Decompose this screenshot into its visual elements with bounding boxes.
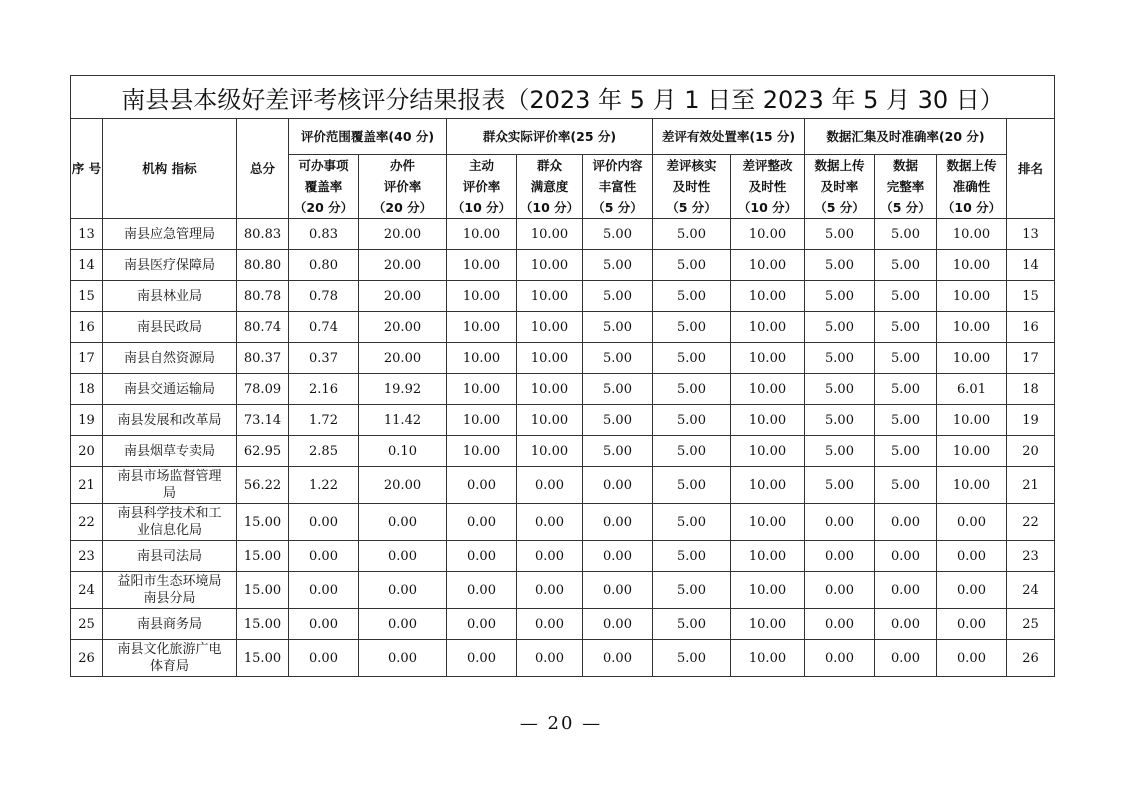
score-cell: 2.16 bbox=[289, 374, 359, 405]
total-cell: 80.74 bbox=[237, 312, 289, 343]
org-name-cell: 南县科学技术和工 业信息化局 bbox=[103, 504, 237, 541]
score-cell: 10.00 bbox=[517, 312, 583, 343]
score-cell: 0.00 bbox=[517, 541, 583, 572]
score-cell: 0.00 bbox=[583, 467, 653, 504]
table-row bbox=[71, 541, 1055, 572]
rank-cell: 19 bbox=[1007, 405, 1055, 436]
org-name-cell: 南县自然资源局 bbox=[103, 343, 237, 374]
score-cell: 5.00 bbox=[805, 374, 875, 405]
rank-cell: 14 bbox=[1007, 250, 1055, 281]
score-cell: 5.00 bbox=[583, 281, 653, 312]
score-cell: 0.00 bbox=[805, 541, 875, 572]
score-cell: 0.00 bbox=[517, 467, 583, 504]
score-cell: 10.00 bbox=[731, 312, 805, 343]
report-title: 南县县本级好差评考核评分结果报表（2023 年 5 月 1 日至 2023 年 5 月 30 日） bbox=[71, 76, 1055, 119]
score-cell: 5.00 bbox=[875, 343, 937, 374]
score-cell: 10.00 bbox=[447, 436, 517, 467]
score-cell: 10.00 bbox=[447, 312, 517, 343]
score-cell: 20.00 bbox=[359, 312, 447, 343]
score-cell: 0.00 bbox=[289, 640, 359, 677]
score-cell: 5.00 bbox=[583, 374, 653, 405]
score-cell: 0.00 bbox=[583, 541, 653, 572]
org-name-cell: 南县烟草专卖局 bbox=[103, 436, 237, 467]
score-cell: 5.00 bbox=[653, 343, 731, 374]
score-cell: 0.00 bbox=[359, 541, 447, 572]
score-cell: 5.00 bbox=[583, 436, 653, 467]
score-cell: 0.00 bbox=[805, 504, 875, 541]
score-cell: 0.00 bbox=[805, 609, 875, 640]
score-cell: 0.00 bbox=[359, 609, 447, 640]
rank-cell: 17 bbox=[1007, 343, 1055, 374]
score-cell: 0.00 bbox=[517, 640, 583, 677]
org-name-cell: 南县民政局 bbox=[103, 312, 237, 343]
score-cell: 10.00 bbox=[731, 504, 805, 541]
org-name-cell: 南县交通运输局 bbox=[103, 374, 237, 405]
score-cell: 0.00 bbox=[289, 504, 359, 541]
rank-cell: 25 bbox=[1007, 609, 1055, 640]
total-cell: 73.14 bbox=[237, 405, 289, 436]
score-cell: 10.00 bbox=[447, 250, 517, 281]
score-cell: 0.37 bbox=[289, 343, 359, 374]
score-cell: 10.00 bbox=[937, 281, 1007, 312]
header-group-coverage: 评价范围覆盖率(40 分) bbox=[289, 119, 447, 155]
seq-cell: 16 bbox=[71, 312, 103, 343]
sub-header-5: 差评核实 及时性 （5 分） bbox=[653, 155, 731, 219]
score-cell: 0.00 bbox=[517, 609, 583, 640]
org-name-cell: 南县医疗保障局 bbox=[103, 250, 237, 281]
sub-header-7: 数据上传 及时率 （5 分） bbox=[805, 155, 875, 219]
score-cell: 0.00 bbox=[447, 640, 517, 677]
score-cell: 5.00 bbox=[805, 405, 875, 436]
score-cell: 10.00 bbox=[731, 467, 805, 504]
table-row bbox=[71, 374, 1055, 405]
score-cell: 0.00 bbox=[937, 541, 1007, 572]
score-cell: 5.00 bbox=[653, 504, 731, 541]
score-cell: 5.00 bbox=[805, 467, 875, 504]
score-cell: 5.00 bbox=[805, 250, 875, 281]
table-row bbox=[71, 504, 1055, 541]
score-cell: 5.00 bbox=[653, 609, 731, 640]
score-cell: 5.00 bbox=[875, 219, 937, 250]
score-cell: 0.00 bbox=[875, 609, 937, 640]
total-cell: 80.78 bbox=[237, 281, 289, 312]
table-row bbox=[71, 436, 1055, 467]
score-cell: 10.00 bbox=[731, 640, 805, 677]
score-cell: 0.83 bbox=[289, 219, 359, 250]
score-cell: 5.00 bbox=[653, 405, 731, 436]
score-cell: 10.00 bbox=[517, 436, 583, 467]
page-number: — 20 — bbox=[519, 713, 603, 734]
score-cell: 0.00 bbox=[289, 572, 359, 609]
score-cell: 0.00 bbox=[937, 609, 1007, 640]
score-cell: 5.00 bbox=[875, 374, 937, 405]
score-cell: 5.00 bbox=[583, 219, 653, 250]
sub-header-1: 办件 评价率 （20 分） bbox=[359, 155, 447, 219]
score-cell: 0.00 bbox=[359, 640, 447, 677]
score-cell: 10.00 bbox=[937, 219, 1007, 250]
seq-cell: 25 bbox=[71, 609, 103, 640]
score-cell: 0.00 bbox=[805, 572, 875, 609]
seq-cell: 20 bbox=[71, 436, 103, 467]
sub-header-4: 评价内容 丰富性 （5 分） bbox=[583, 155, 653, 219]
total-cell: 56.22 bbox=[237, 467, 289, 504]
rank-cell: 18 bbox=[1007, 374, 1055, 405]
score-cell: 0.00 bbox=[447, 572, 517, 609]
score-cell: 10.00 bbox=[937, 405, 1007, 436]
rank-cell: 23 bbox=[1007, 541, 1055, 572]
score-cell: 20.00 bbox=[359, 219, 447, 250]
score-cell: 10.00 bbox=[447, 281, 517, 312]
score-cell: 2.85 bbox=[289, 436, 359, 467]
score-cell: 0.00 bbox=[875, 572, 937, 609]
seq-cell: 17 bbox=[71, 343, 103, 374]
score-cell: 0.00 bbox=[289, 609, 359, 640]
sub-header-0: 可办事项 覆盖率 （20 分） bbox=[289, 155, 359, 219]
score-cell: 20.00 bbox=[359, 467, 447, 504]
score-cell: 10.00 bbox=[447, 405, 517, 436]
table-row bbox=[71, 467, 1055, 504]
score-cell: 10.00 bbox=[517, 250, 583, 281]
seq-cell: 21 bbox=[71, 467, 103, 504]
score-cell: 5.00 bbox=[875, 312, 937, 343]
score-cell: 0.00 bbox=[517, 572, 583, 609]
score-cell: 0.00 bbox=[937, 572, 1007, 609]
table-row bbox=[71, 219, 1055, 250]
seq-cell: 22 bbox=[71, 504, 103, 541]
score-cell: 5.00 bbox=[653, 281, 731, 312]
score-cell: 0.74 bbox=[289, 312, 359, 343]
score-cell: 5.00 bbox=[805, 312, 875, 343]
score-cell: 19.92 bbox=[359, 374, 447, 405]
score-cell: 0.10 bbox=[359, 436, 447, 467]
rank-cell: 13 bbox=[1007, 219, 1055, 250]
table-row bbox=[71, 343, 1055, 374]
header-group-evaluation: 群众实际评价率(25 分) bbox=[447, 119, 653, 155]
score-cell: 5.00 bbox=[583, 312, 653, 343]
header-rank: 排名 bbox=[1007, 119, 1055, 219]
org-name-cell: 南县商务局 bbox=[103, 609, 237, 640]
seq-cell: 14 bbox=[71, 250, 103, 281]
score-cell: 5.00 bbox=[583, 405, 653, 436]
org-name-cell: 南县应急管理局 bbox=[103, 219, 237, 250]
rank-cell: 26 bbox=[1007, 640, 1055, 677]
score-cell: 5.00 bbox=[653, 374, 731, 405]
score-cell: 5.00 bbox=[805, 343, 875, 374]
score-cell: 10.00 bbox=[517, 281, 583, 312]
total-cell: 80.83 bbox=[237, 219, 289, 250]
score-cell: 10.00 bbox=[447, 343, 517, 374]
score-cell: 5.00 bbox=[653, 640, 731, 677]
score-cell: 10.00 bbox=[731, 374, 805, 405]
score-cell: 0.00 bbox=[937, 504, 1007, 541]
score-cell: 6.01 bbox=[937, 374, 1007, 405]
score-cell: 5.00 bbox=[875, 281, 937, 312]
score-cell: 1.22 bbox=[289, 467, 359, 504]
seq-cell: 13 bbox=[71, 219, 103, 250]
sub-header-8: 数据 完整率 （5 分） bbox=[875, 155, 937, 219]
rank-cell: 24 bbox=[1007, 572, 1055, 609]
org-name-cell: 南县文化旅游广电 体育局 bbox=[103, 640, 237, 677]
total-cell: 78.09 bbox=[237, 374, 289, 405]
score-cell: 5.00 bbox=[653, 312, 731, 343]
score-cell: 5.00 bbox=[805, 436, 875, 467]
score-cell: 0.80 bbox=[289, 250, 359, 281]
total-cell: 15.00 bbox=[237, 504, 289, 541]
header-group-data: 数据汇集及时准确率(20 分) bbox=[805, 119, 1007, 155]
seq-cell: 19 bbox=[71, 405, 103, 436]
seq-cell: 15 bbox=[71, 281, 103, 312]
score-cell: 1.72 bbox=[289, 405, 359, 436]
score-cell: 0.00 bbox=[937, 640, 1007, 677]
total-cell: 80.80 bbox=[237, 250, 289, 281]
score-cell: 0.00 bbox=[875, 640, 937, 677]
score-cell: 10.00 bbox=[731, 541, 805, 572]
score-cell: 0.00 bbox=[447, 467, 517, 504]
table-row bbox=[71, 609, 1055, 640]
score-cell: 5.00 bbox=[583, 250, 653, 281]
score-cell: 20.00 bbox=[359, 281, 447, 312]
score-cell: 5.00 bbox=[653, 467, 731, 504]
score-cell: 10.00 bbox=[937, 436, 1007, 467]
score-cell: 10.00 bbox=[937, 343, 1007, 374]
score-cell: 10.00 bbox=[517, 219, 583, 250]
score-cell: 0.00 bbox=[447, 504, 517, 541]
org-name-cell: 南县市场监督管理 局 bbox=[103, 467, 237, 504]
score-cell: 0.78 bbox=[289, 281, 359, 312]
score-cell: 0.00 bbox=[583, 609, 653, 640]
score-cell: 10.00 bbox=[937, 467, 1007, 504]
org-name-cell: 南县林业局 bbox=[103, 281, 237, 312]
score-cell: 10.00 bbox=[731, 281, 805, 312]
table-row bbox=[71, 250, 1055, 281]
score-cell: 10.00 bbox=[731, 609, 805, 640]
score-cell: 10.00 bbox=[731, 219, 805, 250]
score-cell: 5.00 bbox=[875, 467, 937, 504]
header-seq: 序 号 bbox=[71, 119, 103, 219]
header-org: 机构 指标 bbox=[103, 119, 237, 219]
sub-header-9: 数据上传 准确性 （10 分） bbox=[937, 155, 1007, 219]
score-cell: 10.00 bbox=[447, 374, 517, 405]
score-cell: 0.00 bbox=[289, 541, 359, 572]
score-cell: 0.00 bbox=[583, 504, 653, 541]
score-cell: 5.00 bbox=[875, 436, 937, 467]
score-cell: 0.00 bbox=[583, 640, 653, 677]
score-report-table bbox=[70, 75, 1055, 677]
rank-cell: 21 bbox=[1007, 467, 1055, 504]
score-cell: 10.00 bbox=[731, 250, 805, 281]
score-cell: 0.00 bbox=[875, 541, 937, 572]
score-cell: 10.00 bbox=[517, 343, 583, 374]
score-cell: 20.00 bbox=[359, 343, 447, 374]
score-cell: 10.00 bbox=[731, 572, 805, 609]
rank-cell: 15 bbox=[1007, 281, 1055, 312]
sub-header-2: 主动 评价率 （10 分） bbox=[447, 155, 517, 219]
score-cell: 11.42 bbox=[359, 405, 447, 436]
table-body bbox=[71, 219, 1055, 677]
score-cell: 0.00 bbox=[875, 504, 937, 541]
score-cell: 0.00 bbox=[805, 640, 875, 677]
score-cell: 5.00 bbox=[653, 250, 731, 281]
score-cell: 5.00 bbox=[653, 541, 731, 572]
score-cell: 10.00 bbox=[937, 250, 1007, 281]
score-cell: 0.00 bbox=[359, 504, 447, 541]
score-cell: 5.00 bbox=[653, 572, 731, 609]
rank-cell: 16 bbox=[1007, 312, 1055, 343]
seq-cell: 23 bbox=[71, 541, 103, 572]
total-cell: 80.37 bbox=[237, 343, 289, 374]
score-cell: 0.00 bbox=[517, 504, 583, 541]
score-cell: 5.00 bbox=[653, 219, 731, 250]
sub-header-6: 差评整改 及时性 （10 分） bbox=[731, 155, 805, 219]
score-cell: 5.00 bbox=[875, 250, 937, 281]
total-cell: 62.95 bbox=[237, 436, 289, 467]
table-row bbox=[71, 405, 1055, 436]
score-cell: 5.00 bbox=[805, 219, 875, 250]
table-row bbox=[71, 312, 1055, 343]
table-row bbox=[71, 281, 1055, 312]
score-cell: 10.00 bbox=[937, 312, 1007, 343]
score-cell: 10.00 bbox=[731, 405, 805, 436]
score-cell: 5.00 bbox=[583, 343, 653, 374]
score-cell: 10.00 bbox=[731, 343, 805, 374]
score-cell: 5.00 bbox=[875, 405, 937, 436]
org-name-cell: 南县发展和改革局 bbox=[103, 405, 237, 436]
score-cell: 20.00 bbox=[359, 250, 447, 281]
total-cell: 15.00 bbox=[237, 541, 289, 572]
score-cell: 0.00 bbox=[583, 572, 653, 609]
seq-cell: 18 bbox=[71, 374, 103, 405]
org-name-cell: 益阳市生态环境局 南县分局 bbox=[103, 572, 237, 609]
score-cell: 5.00 bbox=[805, 281, 875, 312]
total-cell: 15.00 bbox=[237, 572, 289, 609]
score-cell: 10.00 bbox=[731, 436, 805, 467]
score-cell: 0.00 bbox=[359, 572, 447, 609]
total-cell: 15.00 bbox=[237, 640, 289, 677]
score-cell: 10.00 bbox=[517, 374, 583, 405]
sub-header-3: 群众 满意度 （10 分） bbox=[517, 155, 583, 219]
header-total: 总分 bbox=[237, 119, 289, 219]
table-row bbox=[71, 572, 1055, 609]
table-row bbox=[71, 640, 1055, 677]
total-cell: 15.00 bbox=[237, 609, 289, 640]
score-cell: 10.00 bbox=[517, 405, 583, 436]
header-group-disposal: 差评有效处置率(15 分) bbox=[653, 119, 805, 155]
rank-cell: 22 bbox=[1007, 504, 1055, 541]
score-cell: 0.00 bbox=[447, 609, 517, 640]
seq-cell: 26 bbox=[71, 640, 103, 677]
score-cell: 10.00 bbox=[447, 219, 517, 250]
seq-cell: 24 bbox=[71, 572, 103, 609]
org-name-cell: 南县司法局 bbox=[103, 541, 237, 572]
rank-cell: 20 bbox=[1007, 436, 1055, 467]
score-cell: 5.00 bbox=[653, 436, 731, 467]
score-cell: 0.00 bbox=[447, 541, 517, 572]
